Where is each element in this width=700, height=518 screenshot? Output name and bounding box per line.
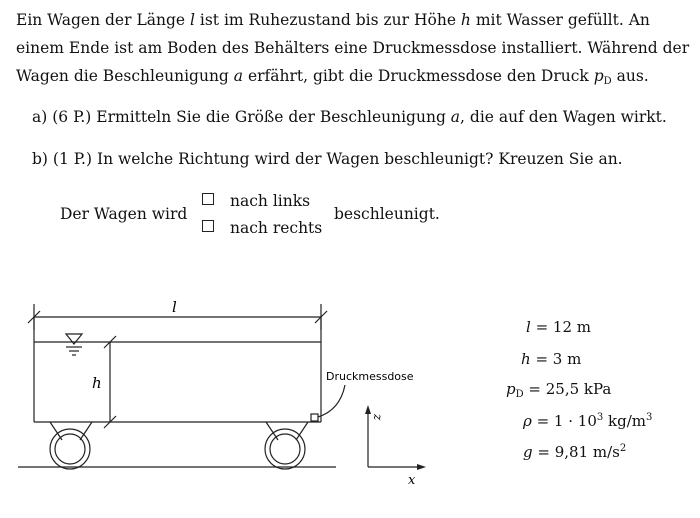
label-x: x: [408, 473, 416, 488]
question-a: a) (6 P.) Ermitteln Sie die Größe der Beschleunigung a, die auf den Wagen wirkt.: [32, 108, 667, 126]
label-l: l: [172, 298, 177, 316]
given-pD: $p_D = 25,5$ kPa: [506, 380, 612, 400]
wheel-right: [265, 429, 305, 469]
var-a: a: [233, 67, 244, 85]
var-h: h: [460, 11, 471, 29]
question-b: b) (1 P.) In welche Richtung wird der Wagen beschleunigt? Kreuzen Sie an.: [32, 150, 623, 168]
given-h: h = 3 m: [521, 350, 582, 368]
label-z: z: [371, 414, 385, 421]
sensor-leader: [318, 385, 345, 417]
option-left[interactable]: nach links: [202, 192, 310, 210]
pressure-sensor: [311, 414, 318, 421]
option-right[interactable]: nach rechts: [202, 219, 322, 237]
label-h: h: [92, 374, 102, 392]
axis-z-arrowhead: [365, 405, 371, 414]
var-p: p: [593, 67, 604, 85]
label-druckmessdose: Druckmessdose: [326, 370, 414, 383]
var-l: l: [189, 11, 195, 29]
answer-suffix: beschleunigt.: [334, 205, 440, 223]
answer-prefix: Der Wagen wird: [60, 205, 188, 223]
given-g: g = 9,81 $m/s^2$: [523, 443, 627, 461]
given-rho: $\rho = 1 \cdot 10^3$ $kg/m^3$: [523, 412, 653, 430]
axis-x-arrowhead: [417, 464, 426, 470]
wheel-left: [50, 429, 90, 469]
problem-statement: Ein Wagen der Länge l ist im Ruhezustand bis zur Höhe h mit Wasser gefüllt. An einem Ende ist am Boden des Behälters eine Druckmessdose installiert. Während der Wagen die Beschleunigung a erfährt, gibt die Druckmessdose den Druck $p_D$ aus.: [16, 11, 690, 87]
given-l: l = 12 m: [526, 318, 591, 336]
